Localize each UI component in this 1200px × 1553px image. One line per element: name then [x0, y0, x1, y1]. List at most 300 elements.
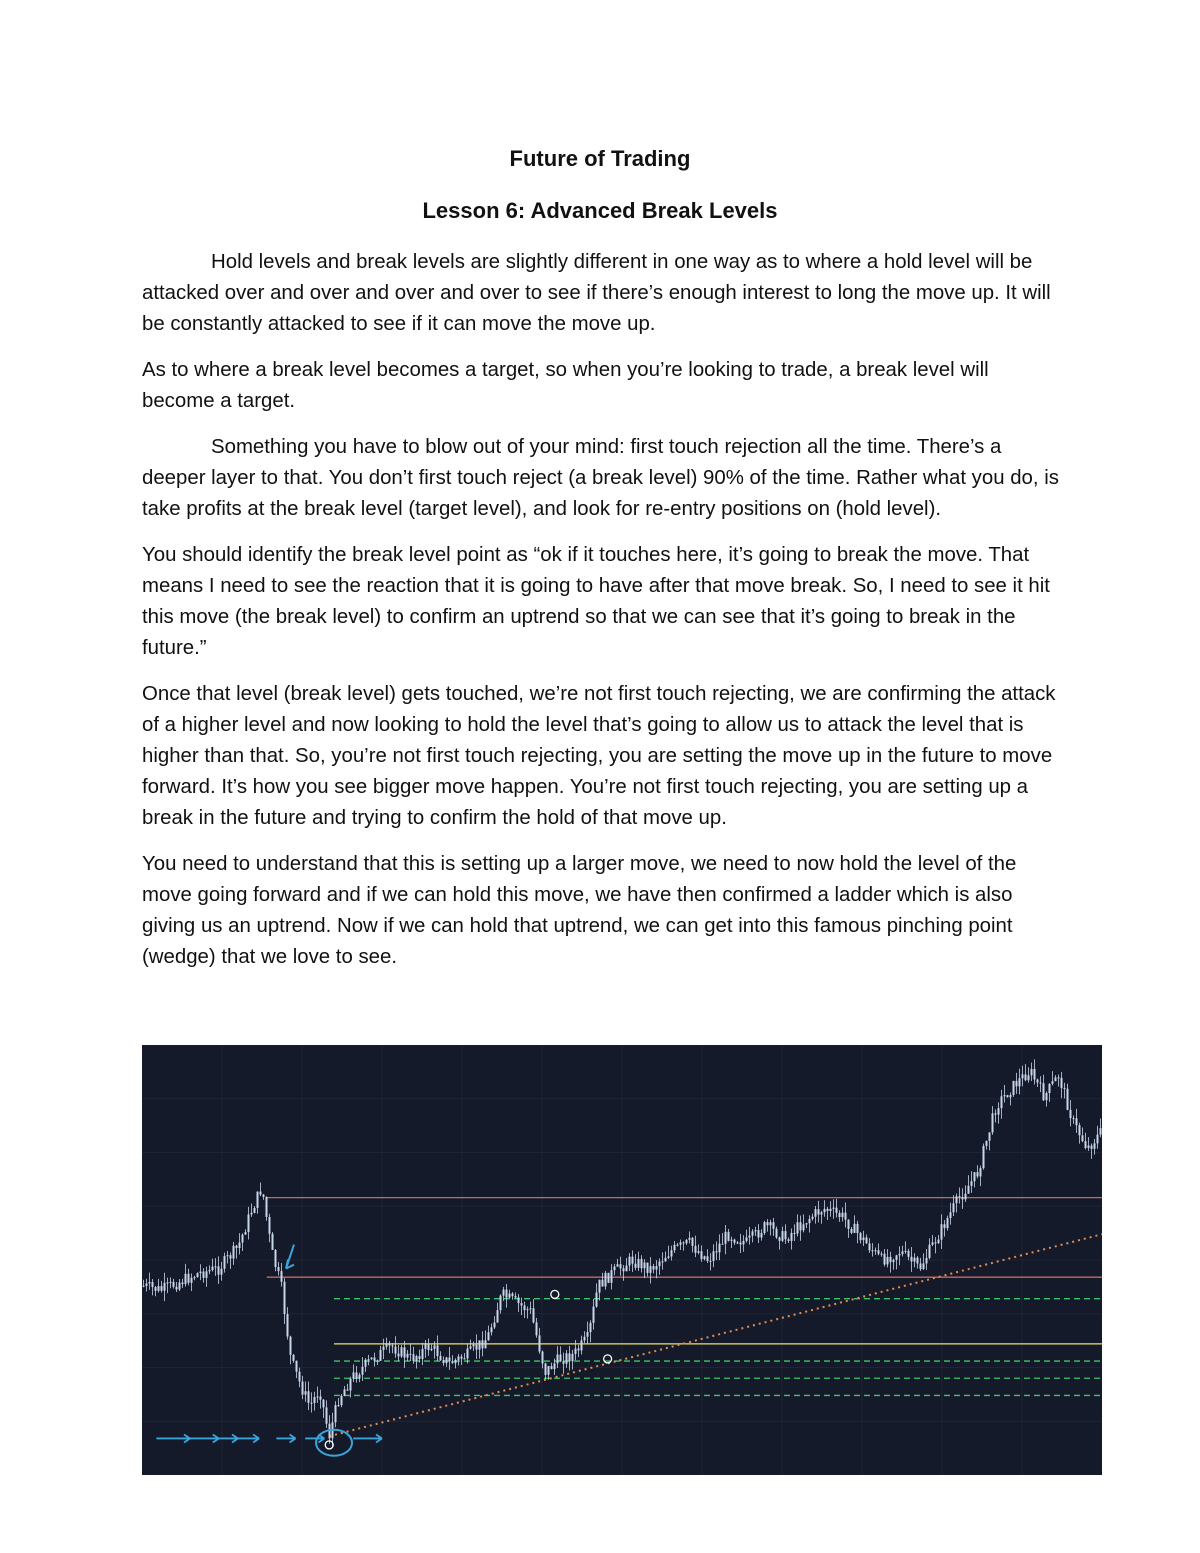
candle-body — [389, 1343, 391, 1345]
candle-body — [755, 1230, 757, 1231]
candle-body — [683, 1242, 685, 1243]
candle-body — [1019, 1078, 1021, 1086]
candle-body — [464, 1358, 466, 1359]
candle-body — [548, 1366, 550, 1375]
candle-body — [1097, 1135, 1099, 1144]
candle-body — [311, 1403, 313, 1404]
candle-body — [293, 1355, 295, 1361]
candle-body — [803, 1224, 805, 1230]
candle-body — [800, 1222, 802, 1230]
bottom-arrow — [238, 1434, 259, 1442]
candle-body — [575, 1349, 577, 1354]
candle-body — [818, 1209, 820, 1214]
candle-body — [623, 1268, 625, 1271]
candle-body — [245, 1232, 247, 1235]
candle-body — [881, 1254, 883, 1255]
candle-body — [1031, 1069, 1033, 1075]
candle-body — [632, 1257, 634, 1264]
candle-body — [887, 1257, 889, 1265]
candle-body — [740, 1243, 742, 1245]
candle-body — [719, 1244, 721, 1253]
candle-body — [500, 1296, 502, 1311]
candle-body — [353, 1372, 355, 1378]
candle-body — [749, 1236, 751, 1238]
candle-body — [443, 1360, 445, 1363]
candle-body — [674, 1245, 676, 1250]
candle-body — [578, 1349, 580, 1351]
candle-body — [995, 1113, 997, 1114]
document-title: Future of Trading — [509, 146, 691, 171]
candle-body — [731, 1240, 733, 1241]
candle-body — [794, 1233, 796, 1234]
candle-body — [527, 1309, 529, 1310]
candle-body — [197, 1273, 199, 1277]
candle-body — [1025, 1074, 1027, 1080]
candle-body — [695, 1246, 697, 1253]
candle-body — [935, 1242, 937, 1243]
candle-body — [629, 1257, 631, 1266]
candle-body — [275, 1250, 277, 1267]
candle-body — [524, 1306, 526, 1311]
candle-body — [926, 1258, 928, 1264]
candle-body — [641, 1259, 643, 1268]
candle-body — [218, 1266, 220, 1274]
candle-body — [512, 1294, 514, 1296]
candle-body — [1067, 1089, 1069, 1110]
candle-body — [773, 1222, 775, 1229]
candle-body — [614, 1267, 616, 1271]
candle-body — [599, 1280, 601, 1293]
candle-body — [899, 1254, 901, 1255]
candle-body — [968, 1186, 970, 1194]
candle-body — [1085, 1141, 1087, 1148]
candle-body — [563, 1361, 565, 1364]
candle-body — [863, 1237, 865, 1240]
candle-body — [209, 1270, 211, 1271]
candle-body — [461, 1357, 463, 1359]
candle-body — [533, 1308, 535, 1322]
candle-body — [752, 1231, 754, 1235]
candle-body — [1004, 1095, 1006, 1096]
bottom-arrow — [276, 1434, 295, 1442]
candle-body — [260, 1192, 262, 1195]
candle-body — [407, 1354, 409, 1358]
candle-body — [836, 1208, 838, 1213]
candle-body — [491, 1327, 493, 1332]
candle-body — [269, 1217, 271, 1234]
candle-body — [176, 1287, 178, 1290]
candle-body — [821, 1212, 823, 1214]
candle-body — [1094, 1143, 1096, 1148]
candle-body — [377, 1361, 379, 1362]
candle-body — [947, 1218, 949, 1228]
candle-body — [878, 1250, 880, 1254]
candle-body — [521, 1303, 523, 1305]
candle-body — [149, 1282, 151, 1283]
candle-body — [587, 1332, 589, 1337]
candle-body — [413, 1354, 415, 1361]
candle-body — [869, 1243, 871, 1250]
candle-body — [710, 1261, 712, 1262]
candle-body — [980, 1168, 982, 1176]
candle-body — [458, 1357, 460, 1360]
candle-body — [416, 1356, 418, 1361]
candle-body — [650, 1266, 652, 1273]
candle-body — [1091, 1146, 1093, 1149]
candle-body — [896, 1255, 898, 1259]
candle-body — [302, 1382, 304, 1395]
candle-body — [647, 1263, 649, 1273]
candle-body — [383, 1347, 385, 1350]
candle-body — [989, 1132, 991, 1140]
candle-body — [962, 1197, 964, 1199]
bottom-arrow — [190, 1434, 219, 1442]
candle-body — [287, 1314, 289, 1337]
candle-body — [188, 1274, 190, 1283]
candle-body — [404, 1347, 406, 1357]
candle-body — [593, 1307, 595, 1323]
candle-body — [605, 1273, 607, 1287]
candle-body — [497, 1310, 499, 1322]
candle-body — [737, 1243, 739, 1244]
candle-body — [182, 1283, 184, 1285]
lesson-title: Lesson 6: Advanced Break Levels — [422, 198, 778, 223]
candle-body — [158, 1286, 160, 1291]
candle-body — [191, 1278, 193, 1283]
candle-body — [842, 1213, 844, 1217]
candle-body — [566, 1353, 568, 1363]
candle-body — [1073, 1118, 1075, 1119]
candle-body — [248, 1214, 250, 1232]
candle-body — [1034, 1069, 1036, 1080]
candle-body — [545, 1363, 547, 1374]
candle-body — [644, 1263, 646, 1269]
candle-body — [965, 1194, 967, 1200]
candle-body — [380, 1350, 382, 1361]
candle-body — [221, 1269, 223, 1275]
candle-body — [665, 1258, 667, 1262]
candle-body — [560, 1355, 562, 1362]
candle-body — [905, 1251, 907, 1252]
candle-body — [251, 1213, 253, 1215]
candle-body — [284, 1282, 286, 1314]
candle-body — [596, 1293, 598, 1307]
candle-body — [617, 1264, 619, 1266]
candle-body — [368, 1359, 370, 1360]
candle-body — [314, 1397, 316, 1403]
candle-body — [1049, 1084, 1051, 1093]
candle-body — [653, 1266, 655, 1269]
candle-body — [950, 1212, 952, 1218]
candle-body — [428, 1344, 430, 1350]
candle-body — [278, 1267, 280, 1271]
candle-body — [392, 1345, 394, 1346]
candle-body — [398, 1354, 400, 1357]
candle-body — [503, 1290, 505, 1296]
candle-body — [944, 1224, 946, 1228]
candle-body — [185, 1274, 187, 1284]
candle-body — [680, 1242, 682, 1244]
candle-body — [554, 1363, 556, 1369]
candle-body — [767, 1222, 769, 1225]
candle-body — [341, 1396, 343, 1405]
candle-body — [1013, 1081, 1015, 1095]
candle-body — [569, 1353, 571, 1361]
candle-body — [1070, 1110, 1072, 1118]
candle-body — [770, 1222, 772, 1225]
candle-body — [299, 1372, 301, 1382]
candle-body — [953, 1203, 955, 1212]
candle-body — [785, 1231, 787, 1239]
candle-body — [908, 1251, 910, 1257]
candle-body — [362, 1367, 364, 1375]
candle-body — [281, 1271, 283, 1282]
candle-body — [890, 1257, 892, 1262]
candle-body — [746, 1237, 748, 1241]
candle-body — [932, 1242, 934, 1244]
candle-body — [350, 1379, 352, 1391]
candle-body — [290, 1337, 292, 1355]
pointer-arrow — [286, 1245, 294, 1269]
candle-body — [974, 1172, 976, 1181]
candle-body — [1082, 1135, 1084, 1141]
candle-body — [875, 1250, 877, 1251]
candle-body — [473, 1345, 475, 1347]
candle-body — [386, 1343, 388, 1346]
candle-body — [1076, 1118, 1078, 1125]
candle-body — [716, 1251, 718, 1252]
candle-body — [758, 1230, 760, 1237]
candle-body — [704, 1256, 706, 1259]
candle-body — [824, 1209, 826, 1212]
candle-body — [410, 1354, 412, 1355]
candle-body — [476, 1345, 478, 1350]
candle-body — [326, 1407, 328, 1423]
candle-body — [257, 1192, 259, 1208]
candle-body — [851, 1229, 853, 1233]
candle-body — [761, 1233, 763, 1237]
bottom-arrow — [156, 1434, 190, 1442]
candle-body — [338, 1405, 340, 1406]
touch-marker — [551, 1290, 559, 1298]
candle-body — [356, 1372, 358, 1378]
paragraph-2: As to where a break level becomes a target, so when you’re looking to trade, a break level will become a target. — [142, 359, 989, 412]
candle-body — [698, 1251, 700, 1253]
candle-body — [155, 1287, 157, 1291]
candle-body — [872, 1250, 874, 1251]
candle-body — [677, 1245, 679, 1246]
candle-body — [482, 1340, 484, 1348]
candle-body — [1010, 1095, 1012, 1097]
candle-body — [920, 1263, 922, 1269]
candle-body — [506, 1290, 508, 1298]
candle-body — [1079, 1125, 1081, 1135]
candle-body — [662, 1261, 664, 1262]
candle-body — [422, 1349, 424, 1359]
candle-body — [626, 1266, 628, 1272]
candle-body — [1016, 1081, 1018, 1086]
candle-body — [815, 1209, 817, 1217]
candle-body — [179, 1283, 181, 1290]
candle-body — [470, 1346, 472, 1348]
candle-body — [602, 1280, 604, 1287]
bottom-arrow — [305, 1434, 324, 1442]
candle-body — [1088, 1146, 1090, 1148]
candle-body — [1046, 1093, 1048, 1100]
candle-body — [347, 1389, 349, 1390]
trendline-dotted — [329, 1234, 1102, 1436]
candle-body — [941, 1224, 943, 1239]
candle-body — [608, 1273, 610, 1283]
candle-body — [845, 1213, 847, 1220]
candle-body — [542, 1352, 544, 1364]
candle-body — [1064, 1088, 1066, 1089]
candle-body — [635, 1264, 637, 1268]
candle-body — [839, 1213, 841, 1217]
candle-body — [692, 1238, 694, 1246]
chart-annotations — [156, 1245, 611, 1456]
candle-body — [611, 1270, 613, 1283]
candle-body — [305, 1391, 307, 1394]
candle-body — [998, 1108, 1000, 1114]
candle-body — [977, 1172, 979, 1176]
candle-body — [530, 1308, 532, 1309]
candle-body — [857, 1224, 859, 1233]
candle-body — [146, 1284, 148, 1287]
candle-body — [395, 1347, 397, 1354]
candle-body — [659, 1262, 661, 1267]
candle-body — [266, 1197, 268, 1217]
candle-body — [668, 1256, 670, 1257]
candle-body — [713, 1251, 715, 1261]
candle-body — [827, 1209, 829, 1211]
candle-body — [1055, 1077, 1057, 1081]
candle-body — [518, 1297, 520, 1303]
candle-body — [809, 1219, 811, 1223]
candle-body — [551, 1366, 553, 1369]
candle-body — [860, 1233, 862, 1240]
candle-body — [173, 1282, 175, 1287]
candle-body — [728, 1232, 730, 1241]
candle-body — [344, 1389, 346, 1395]
candle-body — [143, 1286, 145, 1287]
candle-body — [263, 1195, 265, 1197]
candle-body — [227, 1255, 229, 1256]
paragraph-1: Hold levels and break levels are slightly different in one way as to where a hold level will be attacked over and over and over and over to see if there’s enough interest to long the move up. It will be constantly attacked to see if it can move the move up. — [142, 251, 1051, 335]
candle-body — [167, 1282, 169, 1283]
candle-body — [884, 1254, 886, 1265]
candle-body — [830, 1209, 832, 1211]
candle-body — [929, 1245, 931, 1258]
candle-body — [1001, 1096, 1003, 1108]
candle-body — [296, 1361, 298, 1372]
candle-body — [572, 1354, 574, 1361]
touch-marker — [604, 1355, 612, 1363]
candle-body — [986, 1141, 988, 1146]
candle-body — [1022, 1074, 1024, 1078]
candle-body — [782, 1231, 784, 1241]
candle-body — [254, 1208, 256, 1213]
candle-body — [620, 1264, 622, 1268]
candle-body — [164, 1283, 166, 1291]
candle-body — [536, 1322, 538, 1335]
candle-body — [203, 1272, 205, 1278]
candle-body — [956, 1196, 958, 1203]
candle-body — [938, 1240, 940, 1244]
candle-body — [1100, 1128, 1102, 1135]
candle-body — [959, 1196, 961, 1197]
bottom-arrow — [353, 1434, 382, 1442]
candle-body — [236, 1246, 238, 1248]
candle-body — [200, 1272, 202, 1274]
candle-body — [323, 1400, 325, 1408]
candle-body — [707, 1256, 709, 1261]
candle-body — [242, 1235, 244, 1243]
candle-body — [425, 1344, 427, 1349]
candle-body — [371, 1358, 373, 1360]
candle-body — [152, 1282, 154, 1287]
candle-body — [722, 1244, 724, 1245]
candle-body — [239, 1243, 241, 1249]
candle-body — [446, 1357, 448, 1363]
candle-body — [557, 1355, 559, 1364]
paragraph-5: Once that level (break level) gets touched, we’re not first touch rejecting, we are confirming the attack of a higher level and now looking to hold the level that’s going to allow us to attack the level that is higher than that. So, you’re not first touch rejecting, you are setting the move up in the future to move forward. It’s how you see bigger move happen. You’re not first touch rejecting, you are setting up a break in the future and trying to confirm the hold of that move up. — [142, 683, 1056, 829]
candle-body — [734, 1240, 736, 1243]
candle-body — [401, 1347, 403, 1356]
candle-body — [584, 1337, 586, 1341]
candle-body — [308, 1391, 310, 1403]
candle-body — [230, 1255, 232, 1258]
candle-body — [437, 1345, 439, 1356]
candle-body — [515, 1296, 517, 1297]
body-text — [142, 247, 1062, 988]
candle-body — [1043, 1083, 1045, 1100]
candle-body — [479, 1340, 481, 1349]
paragraph-3: Something you have to blow out of your mind: first touch rejection all the time. There’s a deeper layer to that. You don’t first touch reject (a break level) 90% of the time. Rather what you do, is take profits at the break level (target level), and look for re-entry positions on (hold level). — [142, 436, 1059, 520]
candle-body — [917, 1258, 919, 1264]
candle-body — [893, 1260, 895, 1262]
candle-body — [161, 1286, 163, 1291]
chart-svg — [142, 1045, 1102, 1475]
candle-body — [365, 1360, 367, 1367]
candle-body — [1007, 1095, 1009, 1097]
candle-body — [725, 1232, 727, 1244]
candle-body — [689, 1238, 691, 1240]
candle-body — [854, 1224, 856, 1233]
candle-body — [1061, 1078, 1063, 1088]
paragraph-4: You should identify the break level point as “ok if it touches here, it’s going to break the move. That means I need to see the reaction that it is going to have after that move break. So, I need to see it hit this move (the break level) to confirm an uptrend so that we can see that it’s going to break in the future.” — [142, 544, 1050, 659]
candle-body — [320, 1396, 322, 1399]
candle-body — [224, 1256, 226, 1269]
candle-body — [539, 1335, 541, 1351]
candle-body — [848, 1220, 850, 1229]
candle-body — [1037, 1079, 1039, 1082]
candle-body — [791, 1233, 793, 1241]
candle-body — [797, 1222, 799, 1233]
candle-body — [779, 1237, 781, 1240]
candle-body — [701, 1251, 703, 1259]
candle-body — [866, 1237, 868, 1243]
candle-body — [509, 1294, 511, 1298]
candle-body — [206, 1271, 208, 1278]
candle-body — [359, 1375, 361, 1379]
candle-body — [686, 1240, 688, 1243]
candle-body — [449, 1357, 451, 1361]
candle-body — [656, 1266, 658, 1269]
candle-body — [335, 1405, 337, 1422]
low-circle — [316, 1430, 352, 1456]
candle-body — [590, 1323, 592, 1332]
